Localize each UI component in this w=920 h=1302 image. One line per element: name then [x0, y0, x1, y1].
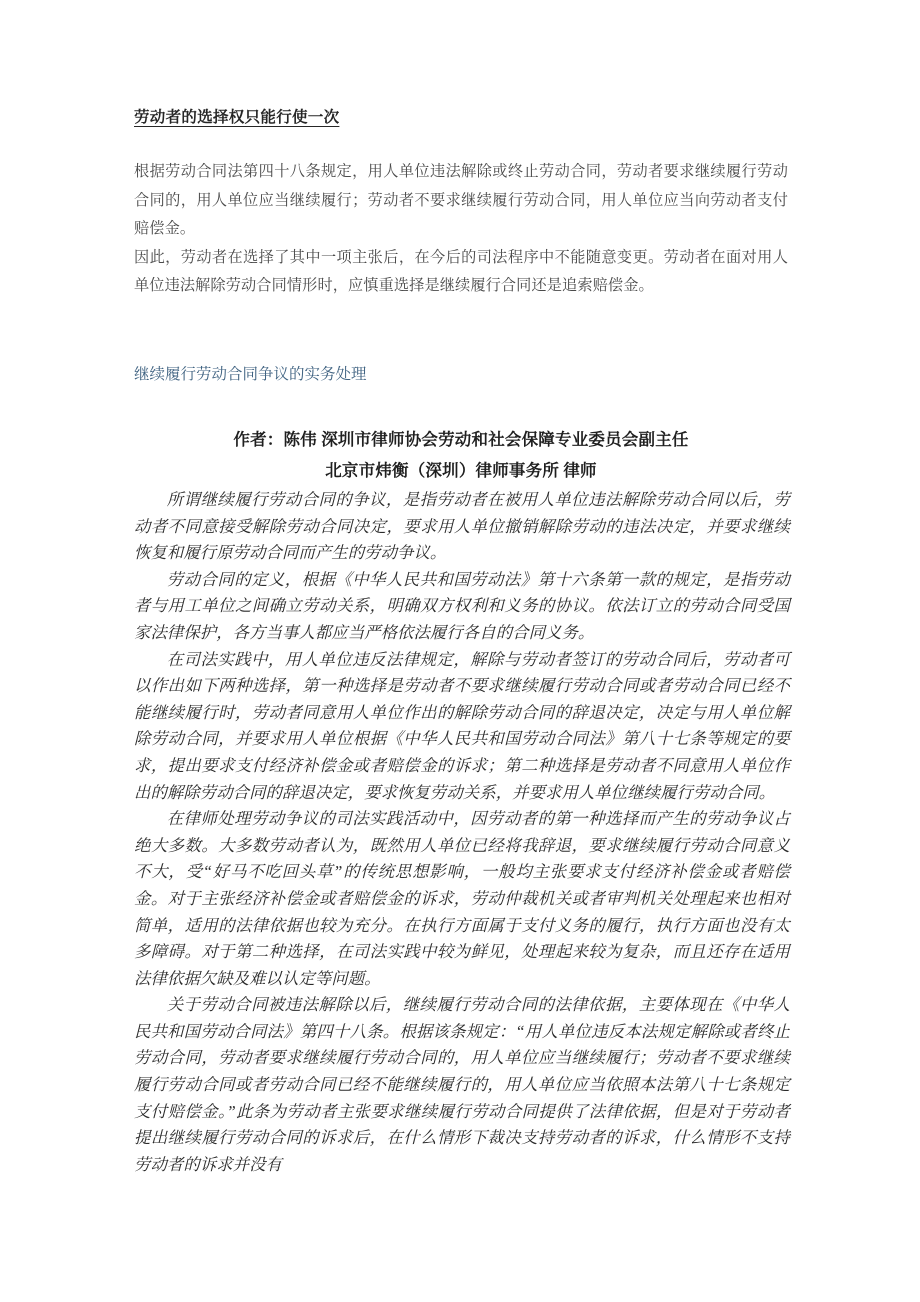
intro-paragraph-2: 因此，劳动者在选择了其中一项主张后，在今后的司法程序中不能随意变更。劳动者在面对用人单位违法解除劳动合同情形时，应慎重选择是继续履行合同还是追索赔偿金。	[134, 248, 788, 294]
body-paragraph: 在司法实践中，用人单位违反法律规定，解除与劳动者签订的劳动合同后，劳动者可以作出如下两种选择，第一种选择是劳动者不要求继续履行劳动合同或者劳动合同已经不能继续履行时，劳动者同意用人单位作出的解除劳动合同的辞退决定，决定与用人单位解除劳动合同，并要求用人单位根据《中华人民共和国劳动合同法》第八十七条等规定的要求，提出要求支付经济补偿金或者赔偿金的诉求；第二种选择是劳动者不同意用人单位作出的解除劳动合同的辞退决定，要求恢复劳动关系，并要求用人单位继续履行劳动合同。	[134, 649, 790, 802]
body-paragraph: 所谓继续履行劳动合同的争议，是指劳动者在被用人单位违法解除劳动合同以后，劳动者不同意接受解除劳动合同决定，要求用人单位撤销解除劳动的违法决定，并要求继续恢复和履行原劳动合同而产生的劳动争议。	[134, 490, 790, 563]
intro-paragraph-1: 根据劳动合同法第四十八条规定，用人单位违法解除或终止劳动合同，劳动者要求继续履行劳动合同的，用人单位应当继续履行；劳动者不要求继续履行劳动合同，用人单位应当向劳动者支付赔偿金。	[134, 163, 788, 237]
author-block	[134, 424, 788, 486]
page-title: 劳动者的选择权只能行使一次	[134, 109, 340, 126]
body-paragraph: 劳动合同的定义，根据《中华人民共和国劳动法》第十六条第一款的规定，是指劳动者与用工单位之间确立劳动关系，明确双方权利和义务的协议。依法订立的劳动合同受国家法律保护，各方当事人都应当严格依法履行各自的合同义务。	[134, 569, 790, 642]
author-line-secondary: 北京市炜衡（深圳）律师事务所 律师	[325, 461, 597, 480]
author-line-primary: 作者：陈伟 深圳市律师协会劳动和社会保障专业委员会副主任	[233, 430, 689, 449]
section-heading: 继续履行劳动合同争议的实务处理	[134, 366, 367, 383]
body-paragraph: 在律师处理劳动争议的司法实践活动中，因劳动者的第一种选择而产生的劳动争议占绝大多数。大多数劳动者认为，既然用人单位已经将我辞退，要求继续履行劳动合同意义不大，受“好马不吃回头草”的传统思想影响，一般均主张要求支付经济补偿金或者赔偿金。对于主张经济补偿金或者赔偿金的诉求，劳动仲裁机关或者审判机关处理起来也相对简单，适用的法律依据也较为充分。在执行方面属于支付义务的履行，执行方面也没有太多障碍。对于第二种选择，在司法实践中较为鲜见，处理起来较为复杂，而且还存在适用法律依据欠缺及难以认定等问题。	[134, 809, 790, 988]
body-paragraph: 关于劳动合同被违法解除以后，继续履行劳动合同的法律依据，主要体现在《中华人民共和国劳动合同法》第四十八条。根据该条规定：“用人单位违反本法规定解除或者终止劳动合同，劳动者要求继续履行劳动合同的，用人单位应当继续履行；劳动者不要求继续履行劳动合同或者劳动合同已经不能继续履行的，用人单位应当依照本法第八十七条规定支付赔偿金。”此条为劳动者主张要求继续履行劳动合同提供了法律依据，但是对于劳动者提出继续履行劳动合同的诉求后，在什么情形下裁决支持劳动者的诉求，什么情形不支持劳动者的诉求并没有	[134, 995, 790, 1174]
top-section	[134, 106, 788, 301]
body-content	[134, 487, 790, 1178]
